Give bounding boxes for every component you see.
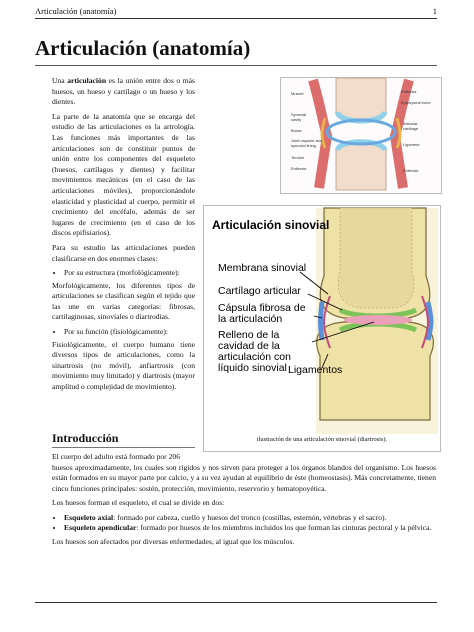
lead-column: [52, 76, 195, 397]
figure-synovial-caption: ilustración de una articulación sinovial (diartrosis).: [256, 436, 388, 443]
lead-paragraph-4: Morfológicamente, los diferentes tipos de articulaciones se clasifican según el tejido que las une en varias categorías: fibrosas, cartilaginosas, sinoviales o diartrodias.: [52, 280, 195, 322]
header-rule: [35, 18, 437, 19]
running-header-title: Articulación (anatomía): [35, 6, 117, 16]
label-enthesis-top: Enthesis: [401, 89, 417, 94]
section-rule: [52, 447, 195, 448]
footer-rule: [35, 602, 437, 603]
list-item: • Esqueleto axial: formado por cabeza, cuello y huesos del tronco (costillas, esternón, vértebras y el sacro).: [64, 513, 436, 523]
figure-typical-joint: [280, 77, 442, 194]
lead-paragraph-2: La parte de la anatomía que se encarga del estudio de las articulaciones es la artrología. Las funciones más importantes de las articulaciones son de constituir puntos de unión entre los componentes del esqueleto (huesos, cartílagos y dientes) y facilitar movimientos mecánicos (en el caso de las articulaciones móviles), proporcionándole elasticidad y plasticidad al cuerpo, permitir el crecimiento del encéfalo, además de ser lugares de crecimiento (en el caso de los discos epifisiarios).: [52, 111, 195, 238]
figure-synovial-joint: [203, 205, 441, 452]
intro-paragraph-3: Los huesos son afectados por diversas enfermedades, al igual que los músculos.: [52, 537, 295, 547]
label-capsula-fibrosa: Cápsula fibrosa de la articulación: [218, 302, 306, 325]
label-ligamentos: Ligamentos: [288, 364, 343, 376]
lead-paragraph-1: Una articulación es la unión entre dos o más huesos, un hueso y cartílago o un hueso y los dientes.: [52, 76, 195, 107]
section-heading-introduccion: Introducción: [52, 431, 119, 445]
label-muscle: Muscle: [291, 91, 304, 96]
label-ligament: Ligament: [403, 142, 420, 147]
label-enthesis-bottom: Enthesis: [403, 168, 419, 173]
lead-paragraph-5: Fisiológicamente, el cuerpo humano tiene diversos tipos de articulaciones, como la sinartrosis (no móvil), anfiartrosis (con movimiento muy limitado) y diartrosis (mayor amplitud o complejidad de movimiento).: [52, 339, 195, 392]
classification-list-2: [52, 327, 195, 338]
list-item: • Por su estructura (morfológicamente):: [64, 268, 195, 279]
list-item: • Por su función (fisiológicamente):: [64, 327, 195, 338]
list-item: • Esqueleto apendicular: formado por huesos de los miembros incluidos los que forman las cinturas pectoral y la pélvica.: [64, 523, 436, 533]
synovial-heading: Articulación sinovial: [212, 218, 330, 232]
article-title: Articulación (anatomía): [35, 36, 251, 60]
classification-list-1: [52, 268, 195, 279]
skeleton-list: [52, 513, 436, 534]
label-joint-capsule: Joint capsule and synovial lining: [291, 138, 323, 148]
title-rule: [35, 65, 437, 66]
lead-paragraph-3: Para su estudio las articulaciones pueden clasificarse en dos enormes clases:: [52, 242, 195, 263]
label-membrana-sinovial: Membrana sinovial: [218, 262, 307, 274]
intro-paragraph-1b: huesos aproximadamente, los cuales son rígidos y nos sirven para proteger a los órganos blandos del organismo. Los huesos están formados en su mayor parte por calcio, y a su vez ayudan al equilibrio de éste (homeostasis). Más concretamente, tienen cinco funciones principales: sostén, protección, movimiento, reservorio y hematopoyética.: [52, 463, 436, 493]
intro-paragraph-1a: El cuerpo del adulto está formado por 206: [52, 452, 180, 461]
label-tendon: Tendon: [291, 155, 305, 160]
label-enthesis-left: Enthesis: [291, 166, 307, 171]
page-number: 1: [432, 6, 437, 16]
term-articulacion: articulación: [67, 76, 107, 85]
label-epiphyseal-bone: Epiphyseal bone: [401, 100, 431, 105]
label-bursa: Bursa: [291, 128, 302, 133]
intro-body: [52, 463, 436, 552]
running-header: [35, 6, 437, 16]
typical-joint-illustration: [281, 78, 441, 193]
label-cartilago-articular: Cartílago articular: [218, 285, 301, 297]
label-relleno-cavidad: Relleno de la cavidad de la articulación con líquido sinovial: [218, 329, 291, 374]
label-synovial-cavity: Synovial cavity: [291, 112, 307, 122]
label-articular-cartilage: Articular cartilage: [403, 121, 419, 131]
intro-paragraph-2: Los huesos forman el esqueleto, el cual se divide en dos:: [52, 498, 225, 508]
